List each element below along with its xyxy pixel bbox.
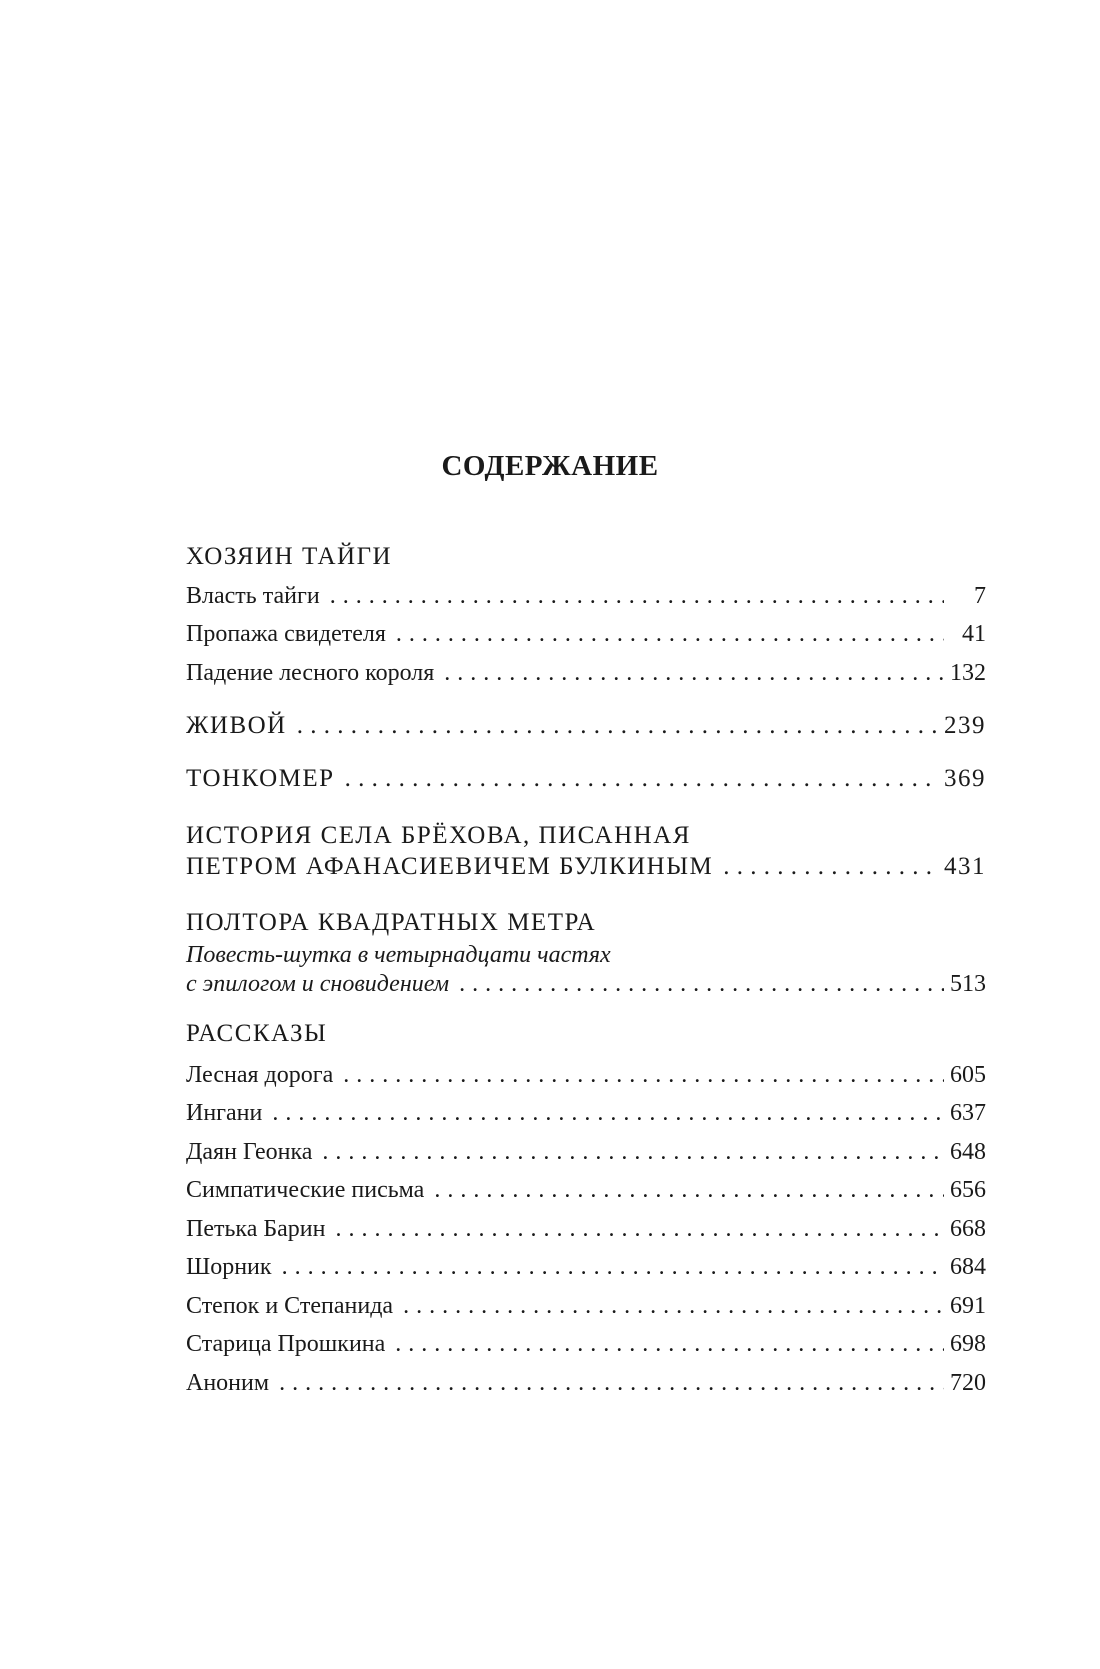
toc-subtitle-line: Повесть-шутка в четырнадцати частях bbox=[186, 942, 611, 968]
toc-subtitle-line: с эпилогом и сновидением bbox=[186, 971, 450, 997]
toc-entry-page: 41 bbox=[962, 621, 986, 647]
toc-entry[interactable] bbox=[186, 1172, 986, 1208]
dot-leader bbox=[723, 849, 940, 885]
toc-section-title: ИСТОРИЯ СЕЛА БРЁХОВА, ПИСАННАЯ bbox=[186, 822, 691, 849]
dot-leader bbox=[322, 1134, 944, 1170]
toc-entry-page: 431 bbox=[944, 853, 986, 880]
toc-entry-page: 656 bbox=[950, 1177, 986, 1203]
toc-entry-label: Даян Геонка bbox=[186, 1139, 313, 1165]
toc-entry[interactable] bbox=[186, 1095, 986, 1131]
toc-section-entry[interactable] bbox=[186, 849, 986, 885]
page-title: СОДЕРЖАНИЕ bbox=[441, 450, 659, 482]
dot-leader bbox=[444, 655, 944, 691]
toc-entry[interactable] bbox=[186, 1249, 986, 1285]
toc-entry-page: 7 bbox=[974, 583, 986, 609]
toc-entry-page: 369 bbox=[944, 765, 986, 792]
toc-entry-page: 691 bbox=[950, 1293, 986, 1319]
toc-entry[interactable] bbox=[186, 655, 986, 691]
toc-entry[interactable] bbox=[186, 1326, 986, 1362]
toc-entry-page: 668 bbox=[950, 1216, 986, 1242]
toc-entry-page: 605 bbox=[950, 1062, 986, 1088]
toc-entry-page: 513 bbox=[950, 971, 986, 997]
toc-entry-page: 720 bbox=[950, 1370, 986, 1396]
toc-entry-label: Пропажа свидетеля bbox=[186, 621, 386, 647]
toc-entry[interactable] bbox=[186, 616, 986, 652]
toc-entry[interactable] bbox=[186, 1365, 986, 1401]
toc-section-entry[interactable] bbox=[186, 966, 986, 1002]
dot-leader bbox=[282, 1249, 944, 1285]
toc-entry-label: Аноним bbox=[186, 1370, 270, 1396]
toc-entry[interactable] bbox=[186, 1288, 986, 1324]
toc-entry-label: Петька Барин bbox=[186, 1216, 326, 1242]
toc-entry-label: Степок и Степанида bbox=[186, 1293, 394, 1319]
toc-entry-page: 239 bbox=[944, 712, 986, 739]
dot-leader bbox=[330, 578, 944, 614]
toc-entry-label: Власть тайги bbox=[186, 583, 320, 609]
dot-leader bbox=[459, 966, 944, 1002]
toc-section-title: ТОНКОМЕР bbox=[186, 765, 335, 792]
toc-entry-page: 132 bbox=[950, 660, 986, 686]
dot-leader bbox=[272, 1095, 944, 1131]
dot-leader bbox=[403, 1288, 944, 1324]
toc-entry[interactable] bbox=[186, 1134, 986, 1170]
toc-section-entry[interactable] bbox=[186, 761, 986, 797]
toc-entry-label: Старица Прошкина bbox=[186, 1331, 386, 1357]
toc-entry[interactable] bbox=[186, 578, 986, 614]
toc-entry-label: Лесная дорога bbox=[186, 1062, 334, 1088]
toc-section-title: ПОЛТОРА КВАДРАТНЫХ МЕТРА bbox=[186, 909, 597, 936]
dot-leader bbox=[336, 1211, 945, 1247]
toc-section-heading bbox=[186, 905, 986, 941]
toc-entry-page: 684 bbox=[950, 1254, 986, 1280]
dot-leader bbox=[343, 1057, 944, 1093]
dot-leader bbox=[434, 1172, 944, 1208]
toc-section-title-continued: ПЕТРОМ АФАНАСИЕВИЧЕМ БУЛКИНЫМ bbox=[186, 853, 714, 880]
toc-entry-label: Падение лесного короля bbox=[186, 660, 435, 686]
dot-leader bbox=[279, 1365, 944, 1401]
dot-leader bbox=[297, 708, 940, 744]
toc-section-entry[interactable] bbox=[186, 708, 986, 744]
toc-section-title: РАССКАЗЫ bbox=[186, 1020, 328, 1047]
toc-entry-label: Шорник bbox=[186, 1254, 272, 1280]
toc-entry-label: Ингани bbox=[186, 1100, 263, 1126]
toc-section-heading bbox=[186, 539, 986, 575]
toc-entry[interactable] bbox=[186, 1057, 986, 1093]
toc-entry-page: 698 bbox=[950, 1331, 986, 1357]
toc-entry-page: 637 bbox=[950, 1100, 986, 1126]
toc-section-title: ЖИВОЙ bbox=[186, 712, 287, 739]
toc-section-title: ХОЗЯИН ТАЙГИ bbox=[186, 543, 393, 570]
dot-leader bbox=[395, 1326, 944, 1362]
dot-leader bbox=[345, 761, 940, 797]
toc-entry[interactable] bbox=[186, 1211, 986, 1247]
dot-leader bbox=[396, 616, 944, 652]
toc-section-heading bbox=[186, 1016, 986, 1052]
toc-entry-page: 648 bbox=[950, 1139, 986, 1165]
toc-entry-label: Симпатические письма bbox=[186, 1177, 425, 1203]
